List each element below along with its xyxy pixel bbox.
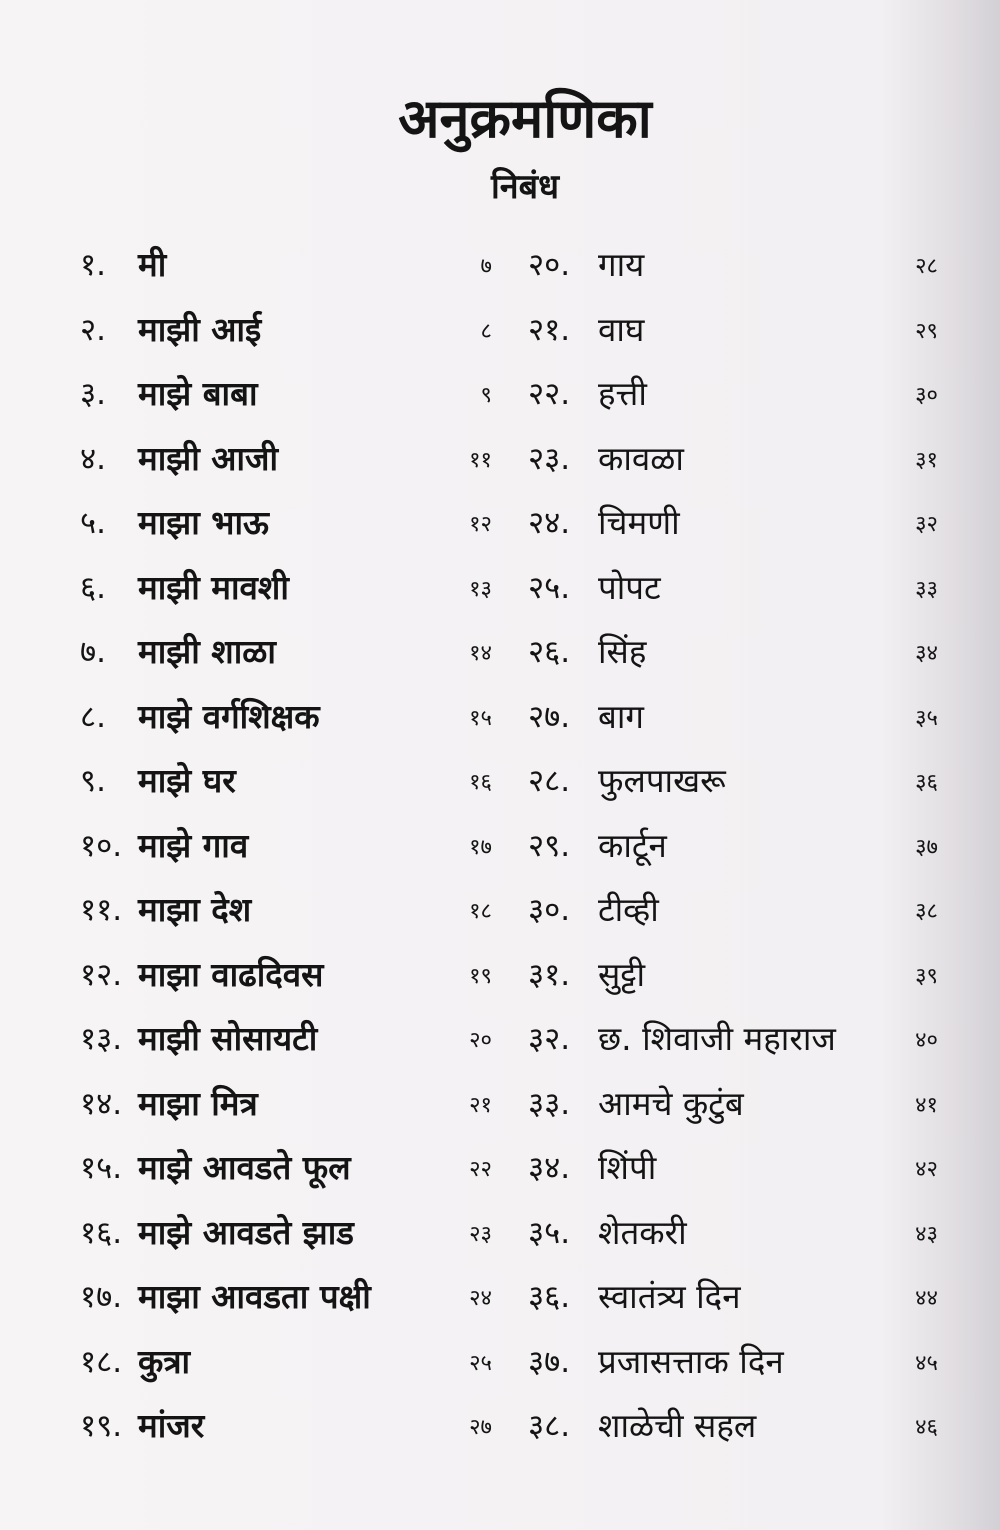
toc-entry-number: ३६. <box>528 1279 571 1315</box>
toc-entry-title: बाग <box>598 696 644 736</box>
toc-entry-number: १२. <box>80 956 123 993</box>
toc-entry-page-number: २० <box>469 1028 492 1053</box>
toc-entry <box>528 878 948 943</box>
toc-entry-page-number: ४५ <box>915 1350 938 1376</box>
toc-entry-number: ३३. <box>528 1085 571 1122</box>
toc-entry <box>80 1394 500 1459</box>
toc-entry-number: २२. <box>528 376 571 412</box>
toc-entry-title: कुत्रा <box>138 1341 191 1381</box>
toc-column-right <box>528 233 948 1459</box>
toc-entry-number: १९. <box>80 1408 123 1444</box>
toc-entry-number: ३१. <box>528 956 571 993</box>
toc-entry-title: माझा मित्र <box>138 1083 258 1123</box>
toc-entry-page-number: ४१ <box>915 1092 938 1118</box>
toc-entry-title: माझी आई <box>138 309 262 349</box>
toc-entry <box>528 491 948 556</box>
toc-entry-page-number: ३२ <box>915 512 938 537</box>
toc-entry-title: शिंपी <box>598 1148 657 1187</box>
toc-entry-title: माझे आवडते झाड <box>138 1212 354 1252</box>
toc-entry-title: माझी आजी <box>138 438 279 478</box>
toc-entry <box>528 1136 948 1201</box>
toc-entry-title: माझी सोसायटी <box>138 1019 318 1058</box>
toc-entry-title: हत्ती <box>598 374 647 413</box>
toc-entry <box>80 749 500 814</box>
toc-entry <box>80 1201 500 1266</box>
toc-entry-title: स्वातंत्र्य दिन <box>598 1277 741 1316</box>
toc-entry-page-number: १५ <box>469 705 492 731</box>
toc-entry-page-number: १९ <box>469 963 492 989</box>
toc-entry-page-number: ३० <box>915 383 938 408</box>
toc-entry-title: माझी शाळा <box>138 632 276 671</box>
toc-entry-number: ८. <box>80 698 106 735</box>
toc-entry-number: ११. <box>80 892 123 928</box>
toc-entry-page-number: ३८ <box>915 899 938 924</box>
toc-entry-title: आमचे कुटुंब <box>598 1083 744 1123</box>
toc-entry-number: ३७. <box>528 1343 571 1380</box>
toc-entry-title: टीव्ही <box>598 890 659 929</box>
toc-entry-number: २१. <box>528 311 571 348</box>
toc-entry-page-number: ३७ <box>915 834 938 860</box>
toc-entry-number: १७. <box>80 1279 123 1315</box>
toc-entry-title: सिंह <box>598 632 647 671</box>
toc-entry-page-number: २३ <box>469 1221 492 1247</box>
toc-entry-page-number: १३ <box>469 576 492 602</box>
toc-entry-title: माझे बाबा <box>138 374 258 413</box>
toc-entry <box>80 233 500 298</box>
toc-entry <box>80 1072 500 1137</box>
toc-entry-number: २०. <box>528 247 571 283</box>
toc-entry-page-number: २७ <box>469 1415 492 1440</box>
toc-entry <box>80 1007 500 1072</box>
toc-entry-title: छ. शिवाजी महाराज <box>598 1019 836 1058</box>
toc-entry-page-number: ९ <box>480 383 492 408</box>
toc-entry-title: कार्टून <box>598 825 667 865</box>
toc-entry-title: फुलपाखरू <box>598 761 726 800</box>
toc-entry <box>528 1072 948 1137</box>
toc-entry-page-number: ८ <box>480 318 492 344</box>
toc-entry-number: १५. <box>80 1150 123 1186</box>
toc-entry-page-number: ४३ <box>915 1221 938 1247</box>
toc-entry <box>528 233 948 298</box>
toc-entry-page-number: ३३ <box>915 576 938 602</box>
toc-entry <box>528 427 948 492</box>
toc-entry-number: ३०. <box>528 892 571 928</box>
toc-entry-page-number: २१ <box>469 1092 492 1118</box>
toc-entry-page-number: ३६ <box>915 770 938 795</box>
toc-entry-title: माझी मावशी <box>138 567 289 607</box>
toc-entry <box>80 685 500 750</box>
toc-entry-number: ९. <box>80 763 106 799</box>
toc-entry <box>80 491 500 556</box>
toc-entry <box>528 298 948 363</box>
toc-entry <box>528 362 948 427</box>
toc-entry-page-number: ३४ <box>915 641 938 666</box>
toc-entry-number: १०. <box>80 827 123 864</box>
toc-entry <box>528 1330 948 1395</box>
toc-entry <box>80 1330 500 1395</box>
toc-entry-title: माझा आवडता पक्षी <box>138 1277 371 1316</box>
toc-entry-number: २३. <box>528 440 571 477</box>
toc-entry-page-number: ७ <box>480 254 492 279</box>
toc-entry-title: प्रजासत्ताक दिन <box>598 1341 784 1381</box>
toc-entry-page-number: १४ <box>469 641 492 666</box>
toc-entry <box>528 1265 948 1330</box>
toc-entry <box>80 298 500 363</box>
toc-entry-title: चिमणी <box>598 503 680 542</box>
toc-entry-page-number: १२ <box>469 512 492 537</box>
toc-entry <box>80 362 500 427</box>
toc-entry <box>80 1265 500 1330</box>
toc-entry-page-number: २२ <box>469 1157 492 1182</box>
toc-entry-title: गाय <box>598 245 645 284</box>
toc-entry-number: ३२. <box>528 1021 571 1057</box>
toc-entry-page-number: ४४ <box>915 1286 938 1311</box>
toc-entry-title: माझे वर्गशिक्षक <box>138 696 320 736</box>
toc-entry-number: ६. <box>80 569 106 606</box>
toc-entry-title: माझा वाढदिवस <box>138 954 324 994</box>
toc-entry <box>80 943 500 1008</box>
toc-entry-page-number: ४६ <box>915 1415 938 1440</box>
toc-entry-title: माझे गाव <box>138 825 249 865</box>
toc-entry-page-number: ३१ <box>915 447 938 473</box>
toc-entry-title: शेतकरी <box>598 1212 687 1252</box>
toc-entry-page-number: ४० <box>915 1028 938 1053</box>
toc-entry-number: २६. <box>528 634 571 670</box>
toc-entry-title: मी <box>138 245 167 284</box>
toc-entry <box>80 620 500 685</box>
toc-entry <box>80 814 500 879</box>
toc-entry <box>528 556 948 621</box>
toc-entry-number: २८. <box>528 763 571 799</box>
toc-entry-number: १६. <box>80 1214 123 1251</box>
toc-entry-number: ३५. <box>528 1214 571 1251</box>
toc-entry-title: पोपट <box>598 567 661 607</box>
toc-entry-number: २. <box>80 311 106 348</box>
toc-entry-page-number: २९ <box>915 318 938 344</box>
toc-entry-number: ३८. <box>528 1408 571 1444</box>
toc-entry <box>80 556 500 621</box>
toc-entry-number: २४. <box>528 505 571 541</box>
toc-entry <box>80 427 500 492</box>
toc-entry-page-number: ३५ <box>915 705 938 731</box>
toc-entry-title: माझे घर <box>138 761 236 800</box>
toc-entry <box>528 943 948 1008</box>
toc-entry <box>528 1394 948 1459</box>
toc-entry <box>528 749 948 814</box>
toc-entry-page-number: १७ <box>469 834 492 860</box>
toc-entry-number: ४. <box>80 440 106 477</box>
toc-entry-page-number: ११ <box>469 447 492 473</box>
toc-entry-number: १३. <box>80 1021 123 1057</box>
toc-entry-page-number: ३९ <box>915 963 938 989</box>
toc-entry-number: २७. <box>528 698 571 735</box>
toc-entry-number: २५. <box>528 569 571 606</box>
toc-entry-page-number: ४२ <box>915 1157 938 1182</box>
toc-entry <box>80 1136 500 1201</box>
toc-entry-number: ५. <box>80 505 106 541</box>
toc-entry-page-number: २५ <box>469 1350 492 1376</box>
toc-entry-number: २९. <box>528 827 571 864</box>
toc-entry-title: मांजर <box>138 1406 205 1445</box>
toc-entry-number: १८. <box>80 1343 123 1380</box>
toc-column-left <box>80 233 500 1459</box>
toc-entry <box>528 1007 948 1072</box>
section-subtitle: निबंध <box>491 167 559 207</box>
toc-entry-title: सुट्टी <box>598 954 645 994</box>
toc-entry-page-number: १६ <box>469 770 492 795</box>
toc-entry-number: १. <box>80 247 106 283</box>
toc-entry-number: ३४. <box>528 1150 571 1186</box>
toc-entry-title: माझा भाऊ <box>138 503 269 542</box>
toc-entry-number: ७. <box>80 634 106 670</box>
toc-entry-title: माझे आवडते फूल <box>138 1148 351 1187</box>
toc-entry-title: कावळा <box>598 438 684 478</box>
toc-entry-number: १४. <box>80 1085 123 1122</box>
toc-entry-page-number: २८ <box>915 254 938 279</box>
toc-entry-title: वाघ <box>598 309 645 349</box>
page-title: अनुक्रमणिका <box>398 87 652 150</box>
toc-entry <box>528 685 948 750</box>
toc-entry <box>528 1201 948 1266</box>
toc-entry-title: माझा देश <box>138 890 252 929</box>
toc-entry-page-number: १८ <box>469 899 492 924</box>
toc-entry <box>528 814 948 879</box>
toc-entry-number: ३. <box>80 376 106 412</box>
toc-entry <box>80 878 500 943</box>
toc-entry-page-number: २४ <box>469 1286 492 1311</box>
toc-entry-title: शाळेची सहल <box>598 1406 757 1445</box>
toc-entry <box>528 620 948 685</box>
